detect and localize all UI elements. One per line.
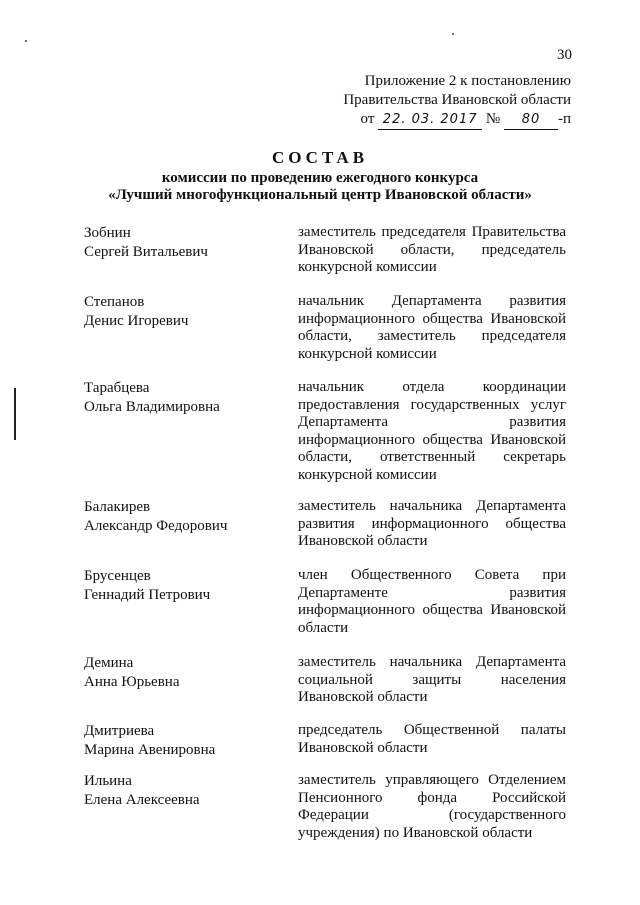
member-name <box>84 498 284 536</box>
member-name <box>84 772 284 810</box>
subtitle-line-2: «Лучший многофункциональный центр Ивановской области» <box>108 187 532 203</box>
document-title: СОСТАВ <box>271 148 369 167</box>
member-name <box>84 293 284 331</box>
member-given-names: Денис Игоревич <box>84 313 189 329</box>
member-given-names: Геннадий Петрович <box>84 587 211 603</box>
member-name <box>84 654 284 692</box>
appendix-line-2: Правительства Ивановской области <box>343 92 571 108</box>
member-given-names: Анна Юрьевна <box>84 674 180 690</box>
page-number: 30 <box>557 47 572 63</box>
number-label: № <box>485 111 501 127</box>
member-role: начальник отдела координации предоставления государственных услуг Департамента развития информационного общества Ивановской области, ответственный секретарь конкурсной комиссии <box>298 379 566 483</box>
number-suffix: -п <box>557 111 571 127</box>
member-surname: Брусенцев <box>84 568 151 584</box>
appendix-line-1: Приложение 2 к постановлению <box>364 73 571 89</box>
subtitle-line-1: комиссии по проведению ежегодного конкурса <box>161 170 479 186</box>
member-role: заместитель начальника Департамента социальной защиты населения Ивановской области <box>298 654 566 705</box>
member-role: заместитель председателя Правительства Ивановской области, председатель конкурсной комиссии <box>298 224 566 275</box>
member-surname: Балакирев <box>84 499 151 515</box>
margin-mark <box>14 388 16 440</box>
member-role: председатель Общественной палаты Ивановской области <box>298 722 566 756</box>
appendix-header <box>343 72 571 130</box>
member-surname: Зобнин <box>84 225 131 241</box>
resolution-number: 80 <box>504 110 558 130</box>
member-surname: Тарабцева <box>84 380 150 396</box>
scan-speck <box>452 33 454 35</box>
scan-speck <box>25 40 27 42</box>
member-surname: Демина <box>84 655 134 671</box>
member-given-names: Елена Алексеевна <box>84 792 200 808</box>
member-surname: Степанов <box>84 294 145 310</box>
resolution-date: 22. 03. 2017 <box>378 110 482 130</box>
member-surname: Дмитриева <box>84 723 155 739</box>
from-label: от <box>360 111 375 127</box>
member-given-names: Ольга Владимировна <box>84 399 220 415</box>
member-role: начальник Департамента развития информационного общества Ивановской области, заместитель председателя конкурсной комиссии <box>298 293 566 362</box>
member-name <box>84 567 284 605</box>
member-name <box>84 722 284 760</box>
member-given-names: Сергей Витальевич <box>84 244 208 260</box>
member-role: заместитель начальника Департамента развития информационного общества Ивановской области <box>298 498 566 549</box>
member-name <box>84 379 284 417</box>
member-given-names: Александр Федорович <box>84 518 228 534</box>
member-given-names: Марина Авенировна <box>84 742 216 758</box>
member-name <box>84 224 284 262</box>
member-surname: Ильина <box>84 773 132 789</box>
member-role: член Общественного Совета при Департаменте развития информационного общества Ивановской области <box>298 567 566 636</box>
document-subtitle <box>0 170 640 204</box>
appendix-date-line <box>343 110 571 130</box>
member-role: заместитель управляющего Отделением Пенсионного фонда Российской Федерации (государственного учреждения) по Ивановской области <box>298 772 566 841</box>
